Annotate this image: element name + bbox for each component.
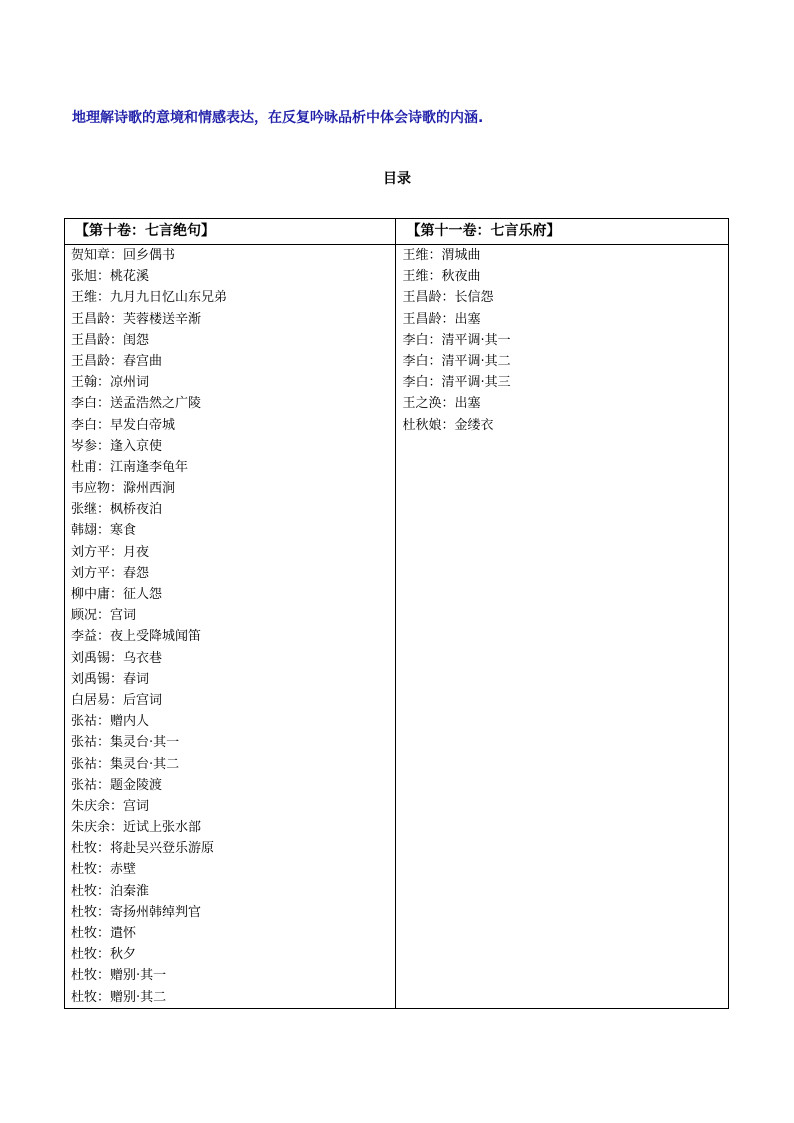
toc-entry: 王维：渭城曲 xyxy=(402,248,481,263)
toc-entry: 杜牧：寄扬州韩绰判官 xyxy=(71,904,202,920)
toc-entry: 王昌龄：长信怨 xyxy=(402,290,494,306)
toc-entry: 李白：早发白帝城 xyxy=(71,417,176,433)
toc-entry: 柳中庸：征人怨 xyxy=(71,587,163,602)
volume-10-entries xyxy=(71,245,395,1008)
toc-entry: 王昌龄：芙蓉楼送辛渐 xyxy=(71,311,202,327)
toc-entry: 刘方平：月夜 xyxy=(71,544,150,560)
volume-11-entries xyxy=(402,245,728,436)
toc-entry: 杜牧：泊秦淮 xyxy=(71,883,150,899)
toc-entry: 朱庆余：近试上张水部 xyxy=(71,820,202,836)
toc-entry: 杜牧：遣怀 xyxy=(71,926,137,941)
toc-table xyxy=(64,218,729,1009)
toc-entry: 王昌龄：闺怨 xyxy=(71,332,150,348)
toc-entry: 朱庆余：宫词 xyxy=(71,798,150,814)
toc-entry: 韩翃：寒食 xyxy=(71,523,137,539)
toc-entry: 王翰：凉州词 xyxy=(71,375,150,391)
volume-10-heading: 【第十卷：七言绝句】 xyxy=(65,219,396,245)
toc-entry: 王昌龄：出塞 xyxy=(402,311,481,327)
toc-entry: 李益：夜上受降城闻笛 xyxy=(71,629,202,645)
toc-entry: 张祜：赠内人 xyxy=(71,714,150,730)
toc-body-row xyxy=(65,245,729,1009)
toc-entry: 王昌龄：春宫曲 xyxy=(71,353,163,369)
toc-entry: 李白：清平调·其三 xyxy=(402,375,511,391)
toc-entry: 刘方平：春怨 xyxy=(71,565,150,581)
toc-entry: 张祜：集灵台·其一 xyxy=(71,735,180,751)
toc-entry: 杜牧：秋夕 xyxy=(71,947,137,963)
toc-entry: 李白：送孟浩然之广陵 xyxy=(71,396,202,412)
toc-entry: 张祜：题金陵渡 xyxy=(71,777,163,793)
toc-entry: 李白：清平调·其一 xyxy=(402,332,511,348)
toc-entry: 王之涣：出塞 xyxy=(402,396,481,412)
volume-10-cell xyxy=(65,245,396,1009)
toc-entry: 贺知章：回乡偶书 xyxy=(71,248,176,263)
toc-entry: 张继：枫桥夜泊 xyxy=(71,502,163,518)
toc-entry: 韦应物：滁州西涧 xyxy=(71,481,176,497)
toc-entry: 张旭：桃花溪 xyxy=(71,269,150,285)
intro-text: 地理解诗歌的意境和情感表达，在反复吟咏品析中体会诗歌的内涵. xyxy=(72,110,484,126)
toc-entry: 张祜：集灵台·其二 xyxy=(71,756,180,772)
toc-entry: 杜秋娘：金缕衣 xyxy=(402,417,494,433)
toc-title: 目录 xyxy=(383,171,411,187)
toc-entry: 李白：清平调·其二 xyxy=(402,353,511,369)
toc-entry: 刘禹锡：乌衣巷 xyxy=(71,650,163,666)
toc-entry: 杜牧：将赴吴兴登乐游原 xyxy=(71,841,215,857)
toc-entry: 杜牧：赤壁 xyxy=(71,862,137,878)
volume-11-heading: 【第十一卷：七言乐府】 xyxy=(396,219,729,245)
volume-11-cell xyxy=(396,245,729,1009)
toc-entry: 刘禹锡：春词 xyxy=(71,671,150,687)
toc-entry: 顾况：宫词 xyxy=(71,608,137,624)
toc-entry: 王维：九月九日忆山东兄弟 xyxy=(71,290,228,306)
toc-entry: 白居易：后宫词 xyxy=(71,692,163,708)
toc-entry: 杜牧：赠别·其二 xyxy=(71,989,167,1005)
toc-entry: 岑参：逢入京使 xyxy=(71,438,163,454)
toc-entry: 王维：秋夜曲 xyxy=(402,269,481,285)
toc-entry: 杜牧：赠别·其一 xyxy=(71,968,167,984)
toc-entry: 杜甫：江南逢李龟年 xyxy=(71,459,189,475)
toc-header-row xyxy=(65,219,729,245)
